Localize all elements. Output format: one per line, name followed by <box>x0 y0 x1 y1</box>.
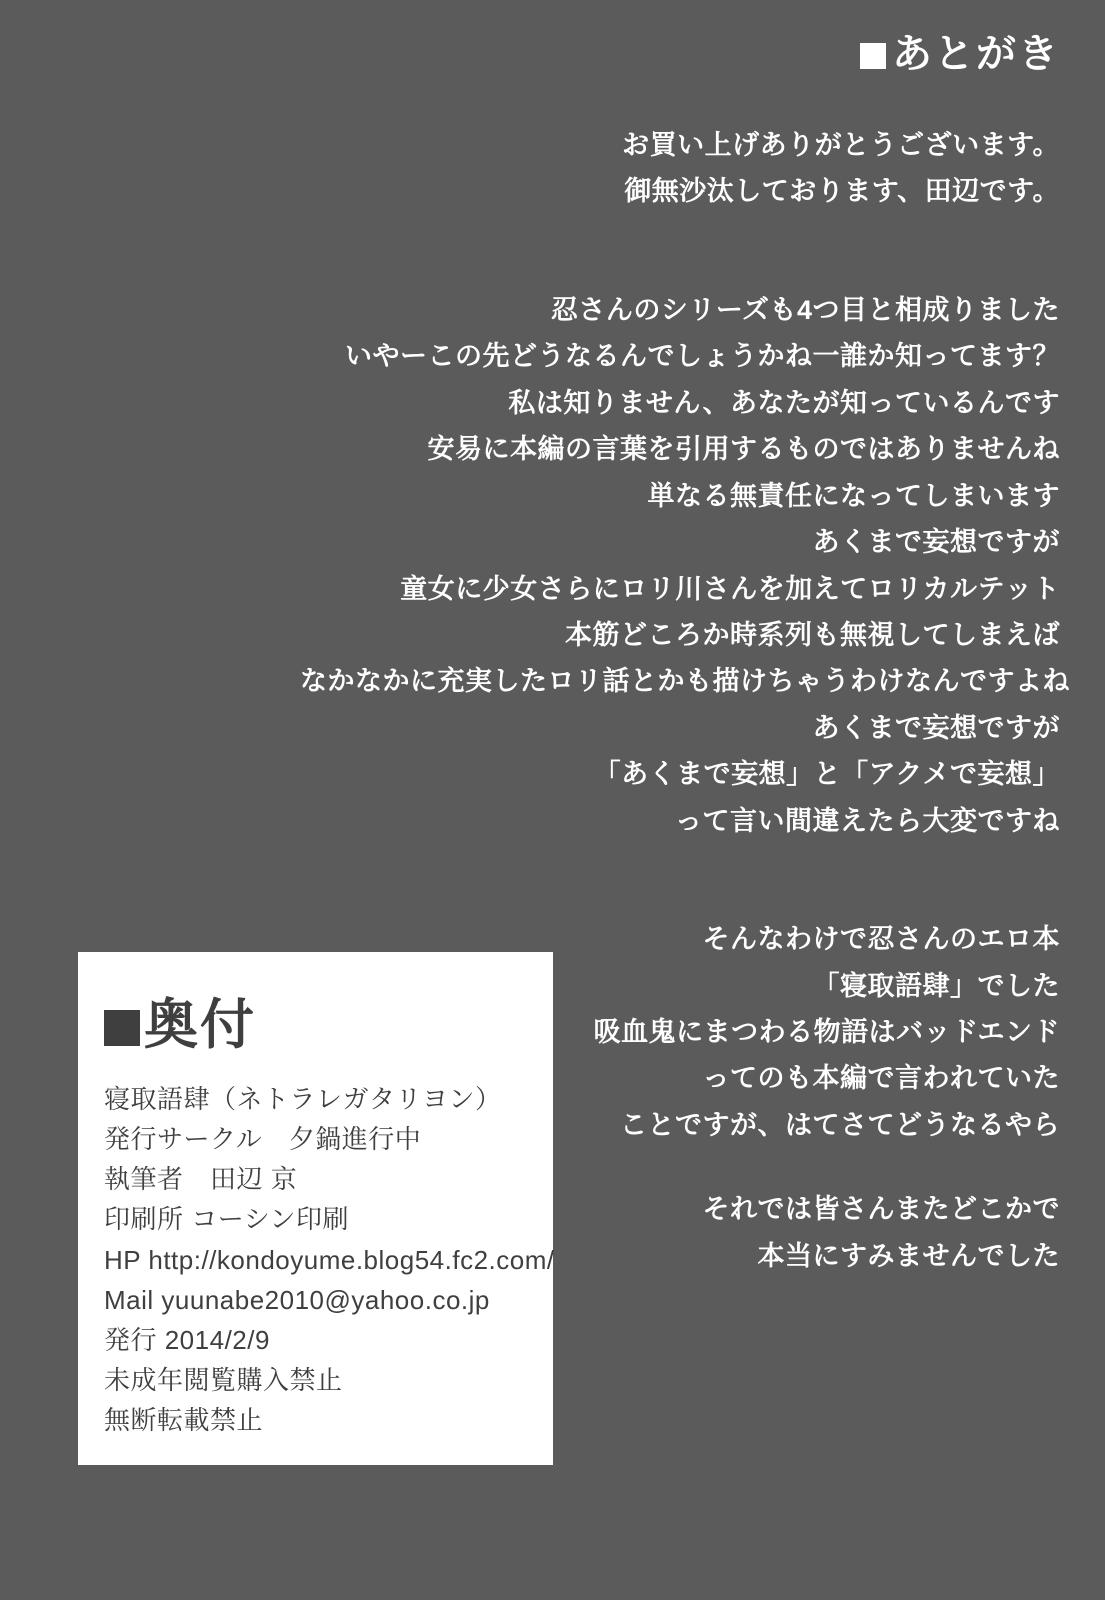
spacer <box>300 882 1060 916</box>
list-item: 執筆者 田辺 京 <box>104 1164 298 1195</box>
afterword-line: 「あくまで妄想」と「アクメで妄想」 <box>593 759 1060 790</box>
afterword-line: お買い上げありがとうございます。 <box>622 130 1060 160</box>
afterword-line: それでは皆さんまたどこかで <box>702 1194 1060 1225</box>
afterword-heading <box>300 30 1060 78</box>
list-item: 寝取語肆（ネトラレガタリヨン） <box>104 1084 502 1115</box>
afterword-line: 「寝取語肆」でした <box>812 970 1060 1001</box>
colophon-heading-label: 奥付 <box>144 995 256 1055</box>
afterword-line: ことですが、はてさてどうなるやら <box>620 1109 1060 1140</box>
afterword-line: 私は知りません、あなたが知っているんです <box>508 387 1060 418</box>
afterword-line: 単なる無責任になってしまいます <box>647 480 1060 511</box>
afterword-line: って言い間違えたら大変ですね <box>675 805 1060 836</box>
afterword-line: あくまで妄想ですが <box>812 527 1060 558</box>
afterword-line: 御無沙汰しております、田辺です。 <box>624 176 1060 207</box>
colophon-list <box>104 1079 553 1439</box>
afterword-line: ってのも本編で言われていた <box>702 1063 1060 1094</box>
list-item: 印刷所 コーシン印刷 <box>104 1204 350 1235</box>
afterword-line: 忍さんのシリーズも4つ目と相成りました <box>550 294 1060 325</box>
afterword-line: そんなわけで忍さんのエロ本 <box>702 924 1060 955</box>
afterword-line: 本筋どころか時系列も無視してしまえば <box>565 619 1060 650</box>
afterword-line: 安易に本編の言葉を引用するものではありませんね <box>427 434 1060 465</box>
afterword-line: いやーこの先どうなるんでしょうかね一誰か知ってます？ <box>345 341 1060 372</box>
afterword-heading-label: あとがき <box>892 32 1060 76</box>
afterword-line: 本当にすみませんでした <box>757 1240 1060 1271</box>
spacer <box>300 253 1060 287</box>
afterword-paragraph-1 <box>300 122 1060 215</box>
list-item-homepage: HP http://kondoyume.blog54.fc2.com/ <box>104 1244 555 1275</box>
afterword-line: あくまで妄想ですが <box>812 712 1060 743</box>
afterword-line: 童女に少女さらにロリ川さんを加えてロリカルテット <box>400 573 1060 604</box>
colophon-box <box>78 952 553 1465</box>
colophon-heading <box>104 996 553 1055</box>
list-item: 発行サークル 夕鍋進行中 <box>104 1124 422 1155</box>
filled-square-icon <box>860 43 886 69</box>
list-item-mail: Mail yuunabe2010@yahoo.co.jp <box>104 1284 490 1315</box>
filled-square-icon <box>104 1010 140 1046</box>
afterword-line: なかなかに充実したロリ話とかも描けちゃうわけなんですよね <box>300 666 1070 697</box>
afterword-paragraph-2 <box>300 287 1070 844</box>
afterword-line: 吸血鬼にまつわる物語はバッドエンド <box>593 1017 1060 1047</box>
list-item-age-restriction: 未成年閲覧購入禁止 <box>104 1364 343 1395</box>
list-item-publish-date: 発行 2014/2/9 <box>104 1324 270 1355</box>
list-item-reprint-prohibited: 無断転載禁止 <box>104 1404 264 1435</box>
